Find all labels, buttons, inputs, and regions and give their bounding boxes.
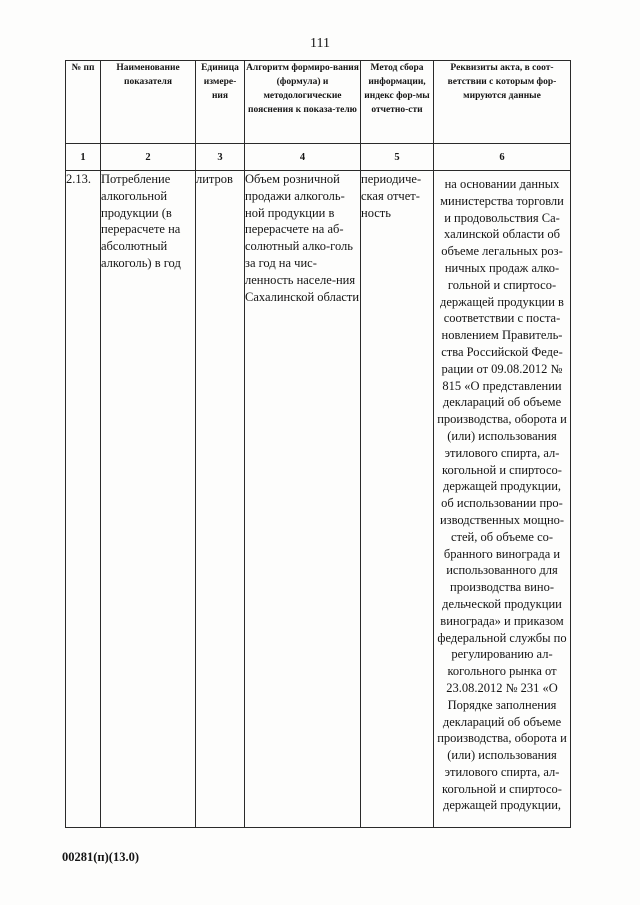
header-indicator-name: Наименование показателя bbox=[101, 61, 196, 144]
column-number-row bbox=[66, 144, 571, 171]
unit-of-measure: литров bbox=[196, 171, 245, 828]
header-algorithm: Алгоритм формиро-вания (формула) и методологические пояснения к показа-телю bbox=[245, 61, 361, 144]
column-number: 2 bbox=[101, 144, 196, 171]
collection-method: периодиче-ская отчет-ность bbox=[361, 171, 434, 828]
header-requisites: Реквизиты акта, в соот-ветствии с которым фор-мируются данные bbox=[434, 61, 571, 144]
indicator-table bbox=[65, 60, 571, 828]
header-method: Метод сбора информации, индекс фор-мы отчетно-сти bbox=[361, 61, 434, 144]
column-number: 5 bbox=[361, 144, 434, 171]
row-number: 2.13. bbox=[66, 171, 101, 828]
act-requisites: на основании данных министерства торговли и продовольствия Са-халинской области об объеме легальных роз-ничных продаж алко-гольной и спиртосо-держащей продукции в соответствии с поста-новлением Правитель-ства Российской Феде-рации от 09.08.2012 № 815 «О представлении деклараций об объеме производства, оборота и (или) использования этилового спирта, ал-когольной и спиртосо-держащей продукции, об использовании про-изводственных мощно-стей, об объеме со-бранного винограда и использованного для производства вино-дельческой продукции винограда» и приказом федеральной службы по регулированию ал-когольного рынка от 23.08.2012 № 231 «О Порядке заполнения деклараций об объеме производства, оборота и (или) использования этилового спирта, ал-когольной и спиртосо-держащей продукции, bbox=[434, 171, 571, 828]
table-row bbox=[66, 171, 571, 828]
indicator-name: Потребление алкогольной продукции (в перерасчете на абсолютный алкоголь) в год bbox=[101, 171, 196, 828]
column-number: 6 bbox=[434, 144, 571, 171]
table-header-row bbox=[66, 61, 571, 144]
column-number: 4 bbox=[245, 144, 361, 171]
column-number: 3 bbox=[196, 144, 245, 171]
header-unit: Единица измере-ния bbox=[196, 61, 245, 144]
document-code: 00281(п)(13.0) bbox=[62, 850, 139, 864]
header-number: № пп bbox=[66, 61, 101, 144]
page-number: 111 bbox=[310, 36, 330, 51]
algorithm-description: Объем розничной продажи алкоголь-ной продукции в перерасчете на аб-солютный алко-голь за год на чис-ленность населе-ния Сахалинской области bbox=[245, 171, 361, 828]
column-number: 1 bbox=[66, 144, 101, 171]
